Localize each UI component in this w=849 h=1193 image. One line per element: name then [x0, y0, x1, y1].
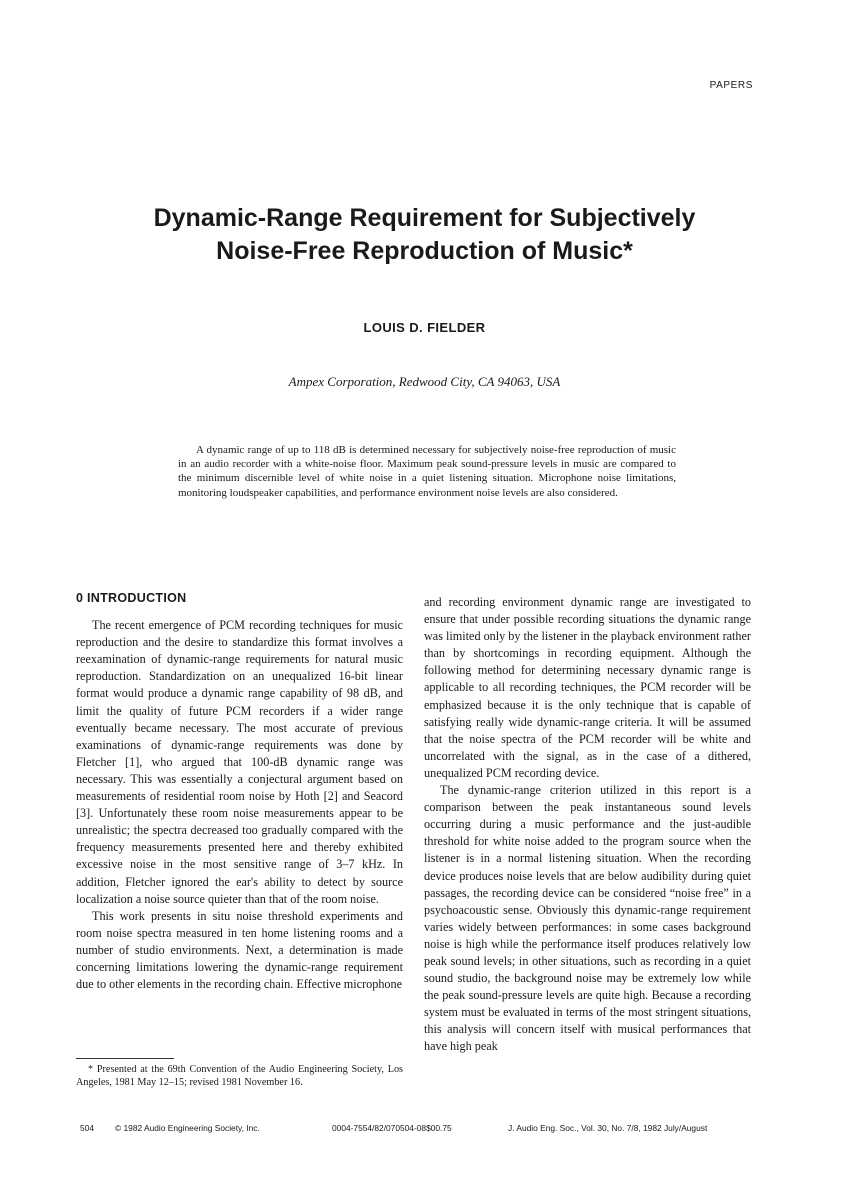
author-name: LOUIS D. FIELDER	[363, 320, 486, 335]
footnote-divider	[76, 1058, 174, 1059]
body-column-left	[76, 590, 403, 993]
title-line-1: Dynamic-Range Requirement for Subjectively	[153, 204, 696, 232]
running-head: PAPERS	[709, 80, 753, 91]
copyright-notice: © 1982 Audio Engineering Society, Inc.	[115, 1123, 260, 1133]
journal-citation: J. Audio Eng. Soc., Vol. 30, No. 7/8, 1982 July/August	[508, 1123, 708, 1133]
abstract: A dynamic range of up to 118 dB is determined necessary for subjectively noise-free reproduction of music in an audio recorder with a white-noise floor. Maximum peak sound-pressure levels in music are compared to the minimum discernible level of white noise in a quiet listening situation. Microphone noise limitations, monitoring loudspeaker capabilities, and performance environment noise levels are also considered.	[178, 444, 676, 499]
body-paragraph: The recent emergence of PCM recording techniques for music reproduction and the desire to standardize this format involves a reexamination of dynamic-range requirements for natural music reproduction. Standardization on an unequalized 16-bit linear format would produce a dynamic range capability of 98 dB, and limit the quality of future PCM recorders if a wider range eventually became necessary. The most accurate of previous examinations of dynamic-range requirements was done by Fletcher [1], who argued that 100-dB dynamic range was necessary. This was essentially a conjectural argument based on measurements of residential room noise by Hoth [2] and Seacord [3]. Unfortunately these room noise measurements appear to be unrealistic; the spectra decreased too gradually compared with the frequency measurements presented here and thereby exhibited excessive noise in the most sensitive range of 3–7 kHz. In addition, Fletcher ignored the ear's ability to detect by source localization a noise source quieter than that of the room noise.	[76, 618, 403, 906]
body-paragraph: The dynamic-range criterion utilized in this report is a comparison between the peak instantaneous sound levels occurring during a music performance and the just-audible threshold for white noise added to the program source when the listener is in a normal listening situation. When the recording device produces noise levels that are below audibility during quiet passages, the recording device can be considered “noise free” in a psychoacoustic sense. Obviously this dynamic-range requirement varies widely between performances: in some cases background noise is high while the performance itself produces relatively low peak sound levels; in other situations, such as recording in a quiet sound studio, the background noise may be extremely low while the peak sound-pressure levels are quite high. Because a recording system must be evaluated in terms of the most stringent situations, this analysis will concern itself with musical performances that have high peak	[424, 783, 751, 1054]
article-code: 0004-7554/82/070504-08$00.75	[332, 1123, 452, 1133]
body-column-right	[424, 594, 751, 1056]
body-paragraph: This work presents in situ noise threshold experiments and room noise spectra measured in ten home listening rooms and a number of studio environments. Next, a determination is made concerning limitations lowering the dynamic-range requirement due to other elements in the recording chain. Effective microphone	[76, 908, 403, 992]
section-heading: 0 INTRODUCTION	[76, 591, 187, 605]
body-paragraph: and recording environment dynamic range are investigated to ensure that under possible recording situations the dynamic range was limited only by the listener in the playback environment rather than by shortcomings in recording equipment. Although the following method for determining necessary dynamic range is applicable to all recording techniques, the PCM recorder will be emphasized because it is the only technique that is capable of satisfying really wide dynamic-range criteria. It will be assumed that the noise spectra of the PCM recorder will be white and uncorrelated with the signal, as in the case of a dithered, unequalized PCM recording device.	[424, 595, 751, 780]
title-line-2: Noise-Free Reproduction of Music*	[216, 237, 633, 265]
paper-title	[0, 202, 849, 268]
page-number: 504	[80, 1123, 94, 1133]
author-affiliation: Ampex Corporation, Redwood City, CA 94063, USA	[288, 374, 561, 389]
footnote: * Presented at the 69th Convention of the Audio Engineering Society, Los Angeles, 1981 May 12–15; revised 1981 November 16.	[76, 1064, 403, 1088]
